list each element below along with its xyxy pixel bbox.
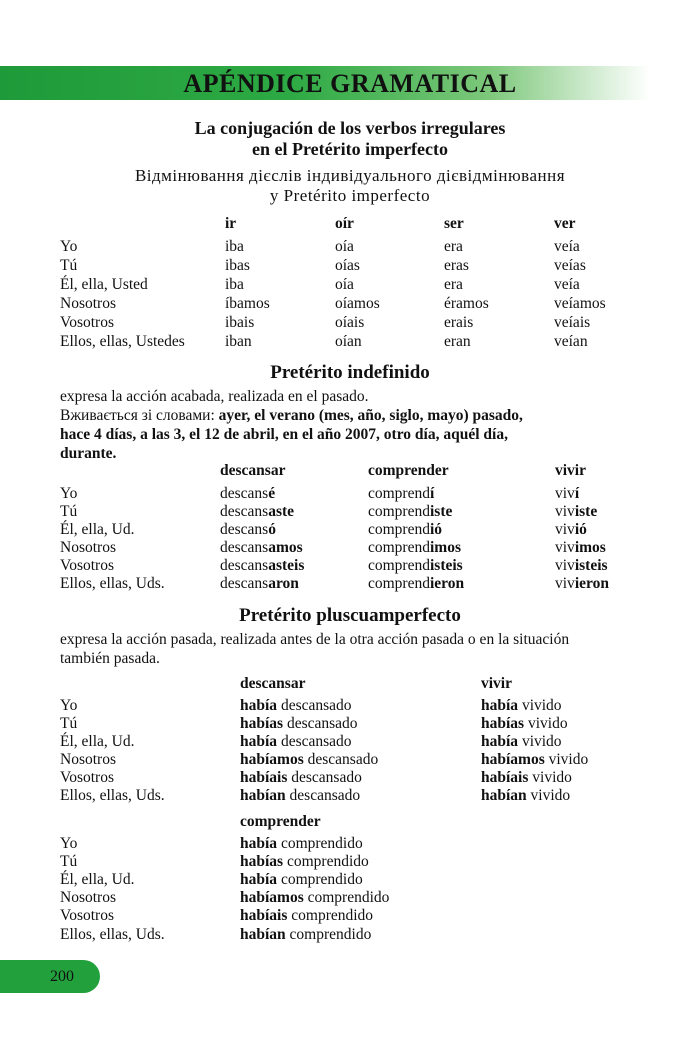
table-row bbox=[60, 714, 660, 733]
verb-cell: erais bbox=[444, 314, 474, 331]
verb-cell: íbamos bbox=[225, 295, 270, 312]
table-row bbox=[60, 484, 660, 503]
person-cell: Yo bbox=[60, 697, 78, 714]
verb-cell bbox=[240, 732, 352, 751]
table-row bbox=[60, 256, 660, 275]
verb-cell bbox=[220, 538, 303, 557]
verb-cell bbox=[481, 714, 568, 733]
column-header: comprender bbox=[368, 462, 449, 479]
verb-stem: descans bbox=[220, 575, 269, 592]
column-header: descansar bbox=[240, 675, 306, 692]
verb-stem: viv bbox=[555, 503, 575, 520]
person-cell: Yo bbox=[60, 835, 78, 852]
verb-cell bbox=[220, 484, 275, 503]
verb-cell bbox=[240, 906, 373, 925]
verb-cell: eran bbox=[444, 333, 471, 350]
verb-cell bbox=[240, 768, 362, 787]
table-row bbox=[60, 732, 660, 751]
verb-ending: aste bbox=[268, 503, 295, 520]
verb-ending: ó bbox=[268, 521, 276, 538]
section3-description-line1: expresa la acción pasada, realizada antes de la otra acción pasada o en la situación bbox=[60, 631, 570, 648]
person-cell: Él, ella, Ud. bbox=[60, 521, 135, 538]
verb-cell bbox=[555, 502, 597, 521]
verb-cell bbox=[240, 696, 352, 715]
section1-subtitle-line1: Відмінювання дієслів індивідуального дієвідмінювання bbox=[134, 166, 566, 185]
auxiliary-verb: había bbox=[240, 733, 278, 750]
verb-cell bbox=[481, 696, 562, 715]
auxiliary-verb: había bbox=[481, 697, 519, 714]
verb-ending: í bbox=[574, 485, 580, 502]
person-cell: Nosotros bbox=[60, 889, 116, 906]
verb-cell: veían bbox=[554, 333, 588, 350]
person-cell: Ellos, ellas, Uds. bbox=[60, 575, 165, 592]
section1-subtitle-line2: у Pretérito imperfecto bbox=[269, 186, 431, 205]
participle: descansado bbox=[280, 697, 352, 714]
table-row bbox=[60, 275, 660, 294]
verb-cell: veías bbox=[554, 257, 586, 274]
verb-cell bbox=[220, 556, 304, 575]
verb-ending: í bbox=[429, 485, 435, 502]
verb-cell bbox=[555, 484, 579, 503]
verb-stem: viv bbox=[555, 575, 575, 592]
verb-stem: comprend bbox=[368, 485, 430, 502]
participle: vivido bbox=[530, 787, 571, 804]
person-cell: Yo bbox=[60, 485, 78, 502]
person-cell: Vosotros bbox=[60, 314, 114, 331]
verb-stem: comprend bbox=[368, 539, 430, 556]
table-row bbox=[60, 750, 660, 769]
participle: vivido bbox=[527, 715, 568, 732]
verb-cell: oíais bbox=[335, 314, 365, 331]
table-row bbox=[60, 538, 660, 557]
verb-cell: iban bbox=[225, 333, 252, 350]
table-row bbox=[60, 852, 660, 871]
participle: comprendido bbox=[307, 889, 390, 906]
section1-title-line1: La conjugación de los verbos irregulares bbox=[194, 118, 506, 138]
verb-cell: ibais bbox=[225, 314, 255, 331]
column-header: vivir bbox=[481, 675, 512, 692]
usage-words: durante. bbox=[60, 445, 117, 462]
verb-cell bbox=[555, 574, 609, 593]
verb-stem: descans bbox=[220, 521, 269, 538]
auxiliary-verb: había bbox=[240, 697, 278, 714]
participle: comprendido bbox=[280, 871, 363, 888]
verb-ending: imos bbox=[429, 539, 461, 556]
table-row bbox=[60, 294, 660, 313]
table-row bbox=[60, 888, 660, 907]
person-cell: Vosotros bbox=[60, 769, 114, 786]
verb-stem: descans bbox=[220, 503, 269, 520]
verb-cell: iba bbox=[225, 238, 244, 255]
verb-ending: ieron bbox=[429, 575, 465, 592]
verb-cell: veía bbox=[554, 238, 580, 255]
verb-cell: veía bbox=[554, 276, 580, 293]
person-cell: Él, ella, Usted bbox=[60, 276, 148, 293]
auxiliary-verb: habíais bbox=[481, 769, 529, 786]
verb-cell bbox=[368, 574, 464, 593]
person-cell: Nosotros bbox=[60, 295, 116, 312]
participle: descansado bbox=[286, 715, 358, 732]
verb-cell bbox=[220, 520, 276, 539]
verb-stem: viv bbox=[555, 485, 575, 502]
comprender-table-header bbox=[60, 812, 660, 831]
verb-cell: oías bbox=[335, 257, 360, 274]
section2-title: Pretérito indefinido bbox=[270, 362, 430, 383]
pluscuam-table-header bbox=[60, 674, 660, 693]
auxiliary-verb: habíamos bbox=[240, 889, 304, 906]
verb-cell: iba bbox=[225, 276, 244, 293]
table-row bbox=[60, 925, 660, 944]
verb-cell bbox=[220, 502, 294, 521]
table-row bbox=[60, 313, 660, 332]
verb-cell bbox=[240, 750, 378, 769]
verb-stem: comprend bbox=[368, 557, 430, 574]
auxiliary-verb: había bbox=[240, 835, 278, 852]
table-row bbox=[60, 332, 660, 351]
person-cell: Tú bbox=[60, 853, 78, 870]
verb-cell bbox=[220, 574, 299, 593]
column-header: comprender bbox=[240, 813, 321, 830]
participle: vivido bbox=[521, 733, 562, 750]
participle: descansado bbox=[280, 733, 352, 750]
verb-cell bbox=[481, 768, 572, 787]
column-header: ser bbox=[444, 215, 464, 232]
verb-cell: oían bbox=[335, 333, 362, 350]
verb-cell bbox=[481, 732, 562, 751]
participle: vivido bbox=[548, 751, 589, 768]
auxiliary-verb: habían bbox=[481, 787, 527, 804]
participle: vivido bbox=[521, 697, 562, 714]
verb-cell bbox=[240, 852, 369, 871]
verb-cell bbox=[368, 520, 442, 539]
page-number: 200 bbox=[50, 968, 74, 985]
person-cell: Vosotros bbox=[60, 907, 114, 924]
verb-ending: iste bbox=[574, 503, 598, 520]
table-row bbox=[60, 768, 660, 787]
section3-description-line2: también pasada. bbox=[60, 650, 160, 667]
verb-ending: imos bbox=[574, 539, 606, 556]
person-cell: Tú bbox=[60, 715, 78, 732]
verb-ending: amos bbox=[268, 539, 303, 556]
verb-ending: isteis bbox=[574, 557, 608, 574]
table-row bbox=[60, 237, 660, 256]
page-title: APÉNDICE GRAMATICAL bbox=[183, 69, 517, 98]
participle: comprendido bbox=[289, 926, 372, 943]
verb-cell: oía bbox=[335, 238, 354, 255]
verb-stem: viv bbox=[555, 521, 575, 538]
person-cell: Yo bbox=[60, 238, 78, 255]
person-cell: Tú bbox=[60, 503, 78, 520]
auxiliary-verb: habíais bbox=[240, 769, 288, 786]
column-header: oír bbox=[335, 215, 354, 232]
verb-cell bbox=[240, 714, 358, 733]
auxiliary-verb: había bbox=[240, 871, 278, 888]
verb-stem: comprend bbox=[368, 521, 430, 538]
verb-ending: ieron bbox=[574, 575, 609, 592]
column-header: ir bbox=[225, 215, 237, 232]
person-cell: Él, ella, Ud. bbox=[60, 733, 135, 750]
person-cell: Ellos, ellas, Uds. bbox=[60, 926, 165, 943]
verb-cell bbox=[240, 925, 371, 944]
table-row bbox=[60, 502, 660, 521]
verb-cell bbox=[240, 888, 389, 907]
verb-cell: veíais bbox=[554, 314, 591, 331]
verb-ending: ió bbox=[429, 521, 443, 538]
auxiliary-verb: habías bbox=[240, 853, 284, 870]
indefinido-table-header bbox=[60, 461, 660, 480]
usage-prefix: Вживається зі словами: bbox=[60, 407, 219, 424]
column-header: vivir bbox=[555, 462, 586, 479]
auxiliary-verb: habían bbox=[240, 926, 286, 943]
verb-stem: descans bbox=[220, 557, 269, 574]
table-row bbox=[60, 520, 660, 539]
verb-cell bbox=[368, 538, 461, 557]
table-row bbox=[60, 786, 660, 805]
usage-words: hace 4 días, a las 3, el 12 de abril, en el año 2007, otro día, aquél día, bbox=[60, 426, 508, 443]
table-row bbox=[60, 870, 660, 889]
auxiliary-verb: habían bbox=[240, 787, 286, 804]
section2-usage-line2 bbox=[60, 425, 650, 444]
auxiliary-verb: habíais bbox=[240, 907, 288, 924]
person-cell: Nosotros bbox=[60, 539, 116, 556]
participle: comprendido bbox=[291, 907, 374, 924]
verb-cell: oía bbox=[335, 276, 354, 293]
verb-cell: oíamos bbox=[335, 295, 380, 312]
verb-stem: comprend bbox=[368, 503, 430, 520]
auxiliary-verb: habíamos bbox=[240, 751, 304, 768]
verb-stem: descans bbox=[220, 539, 269, 556]
table-row bbox=[60, 574, 660, 593]
verb-cell: eras bbox=[444, 257, 469, 274]
verb-stem: comprend bbox=[368, 575, 430, 592]
table-row bbox=[60, 906, 660, 925]
verb-cell: veíamos bbox=[554, 295, 606, 312]
person-cell: Ellos, ellas, Uds. bbox=[60, 787, 165, 804]
verb-cell bbox=[240, 870, 363, 889]
verb-cell bbox=[368, 556, 463, 575]
verb-cell bbox=[481, 750, 588, 769]
imperfecto-table-header bbox=[60, 214, 660, 233]
verb-cell bbox=[240, 834, 363, 853]
auxiliary-verb: había bbox=[481, 733, 519, 750]
auxiliary-verb: habíamos bbox=[481, 751, 545, 768]
participle: comprendido bbox=[280, 835, 363, 852]
verb-ending: é bbox=[268, 485, 276, 502]
verb-ending: iste bbox=[429, 503, 453, 520]
verb-ending: asteis bbox=[268, 557, 305, 574]
verb-ending: ió bbox=[574, 521, 587, 538]
verb-cell: éramos bbox=[444, 295, 489, 312]
section1-title-line2: en el Pretérito imperfecto bbox=[251, 139, 449, 159]
verb-cell bbox=[240, 786, 360, 805]
verb-cell bbox=[368, 484, 434, 503]
person-cell: Vosotros bbox=[60, 557, 114, 574]
auxiliary-verb: habías bbox=[240, 715, 284, 732]
verb-stem: descans bbox=[220, 485, 269, 502]
verb-cell bbox=[555, 538, 606, 557]
person-cell: Él, ella, Ud. bbox=[60, 871, 135, 888]
column-header: ver bbox=[554, 215, 576, 232]
participle: descansado bbox=[291, 769, 362, 786]
verb-cell bbox=[368, 502, 452, 521]
verb-ending: isteis bbox=[429, 557, 463, 574]
section3-title: Pretérito pluscuamperfecto bbox=[239, 605, 461, 626]
participle: vivido bbox=[532, 769, 572, 786]
auxiliary-verb: habías bbox=[481, 715, 525, 732]
participle: descansado bbox=[289, 787, 361, 804]
verb-ending: aron bbox=[268, 575, 299, 592]
section2-description: expresa la acción acabada, realizada en el pasado. bbox=[60, 388, 369, 405]
person-cell: Tú bbox=[60, 257, 78, 274]
verb-stem: viv bbox=[555, 557, 575, 574]
participle: descansado bbox=[307, 751, 379, 768]
table-row bbox=[60, 834, 660, 853]
verb-cell bbox=[555, 520, 587, 539]
verb-stem: viv bbox=[555, 539, 575, 556]
section2-usage-line1 bbox=[60, 406, 650, 425]
verb-cell: era bbox=[444, 276, 463, 293]
participle: comprendido bbox=[286, 853, 369, 870]
verb-cell bbox=[555, 556, 608, 575]
verb-cell bbox=[481, 786, 570, 805]
table-row bbox=[60, 696, 660, 715]
verb-cell: era bbox=[444, 238, 463, 255]
column-header: descansar bbox=[220, 462, 286, 479]
usage-words: ayer, el verano (mes, año, siglo, mayo) pasado, bbox=[218, 407, 523, 424]
table-row bbox=[60, 556, 660, 575]
person-cell: Nosotros bbox=[60, 751, 116, 768]
person-cell: Ellos, ellas, Ustedes bbox=[60, 333, 185, 350]
verb-cell: ibas bbox=[225, 257, 250, 274]
